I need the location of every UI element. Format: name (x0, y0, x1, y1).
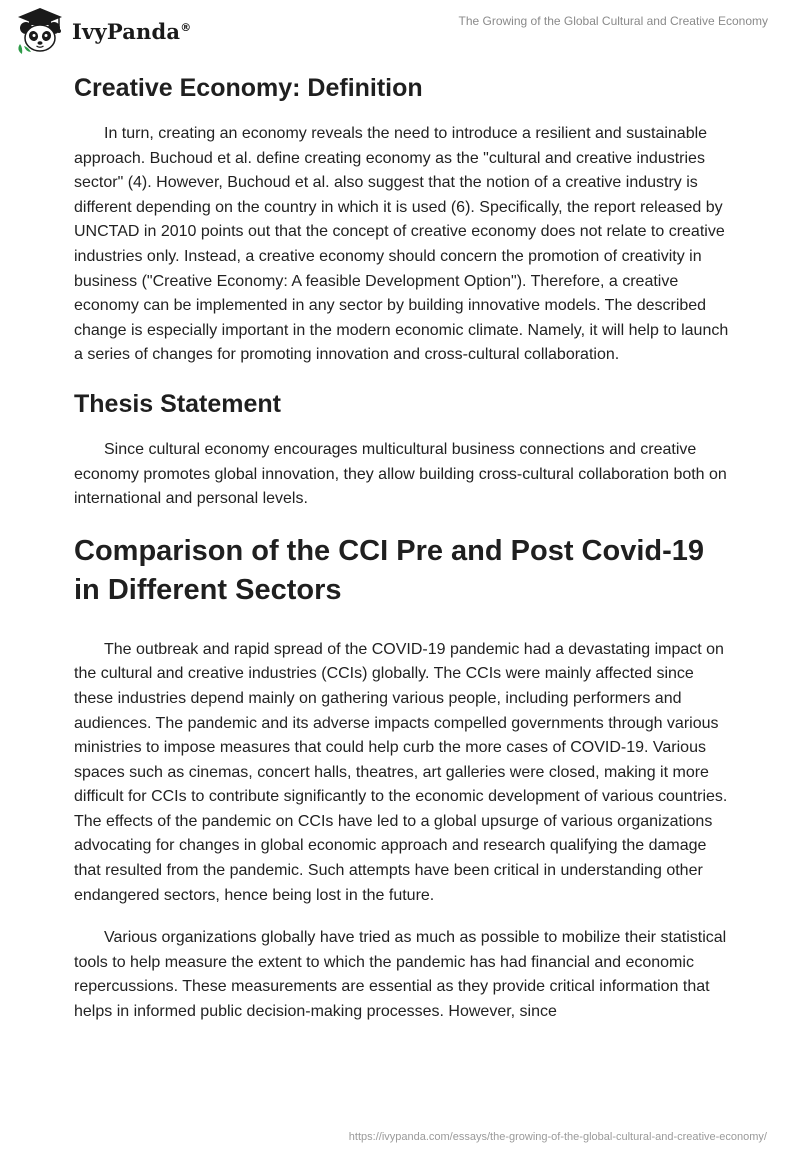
paragraph-definition: In turn, creating an economy reveals the need to introduce a resilient and sustainable approach. Buchoud et al. define creating economy as the "cultural and creative industries sector" (4). However, Buchoud et al. also suggest that the notion of a creative industry is different depending on the country in which it is used (6). Specifically, the report released by UNCTAD in 2010 points out that the concept of creative economy does not relate to creative industries only. Instead, a creative economy should concern the promotion of creativity in business ("Creative Economy: A feasible Development Option"). Therefore, a creative economy can be implemented in any sector by building innovative models. The described change is especially important in the modern economic climate. Namely, it will help to launch a series of changes for promoting innovation and cross-cultural collaboration. (74, 125, 729, 364)
heading-comparison-line2: in Different Sectors (74, 573, 342, 606)
heading-comparison (74, 532, 734, 610)
registered-mark: ® (180, 20, 192, 34)
panda-graduate-icon (14, 6, 66, 56)
essay-content (74, 70, 734, 1025)
paragraph-thesis: Since cultural economy encourages multicultural business connections and creative economy promotes global innovation, they allow building cross-cultural collaboration both on international and personal levels. (74, 440, 727, 508)
heading-definition: Creative Economy: Definition (74, 74, 423, 102)
ivypanda-logo[interactable] (14, 6, 191, 56)
heading-thesis: Thesis Statement (74, 389, 282, 418)
brand-name: IvyPanda® (72, 18, 192, 44)
paragraph-comparison-2: Various organizations globally have tried as much as possible to mobilize their statistical tools to help measure the extent to which the pandemic has had financial and economic repercussions. These measurements are essential as they provide critical information that helps in informed public decision-making processes. However, since (74, 929, 727, 1021)
heading-comparison-line1: Comparison of the CCI Pre and Post Covid-19 (74, 534, 705, 567)
paragraph-comparison-1: The outbreak and rapid spread of the COVID-19 pandemic had a devastating impact on the cultural and creative industries (CCIs) globally. The CCIs were mainly affected since these industries depend mainly on gathering various people, including performers and audiences. The pandemic and its adverse impacts compelled governments through various ministries to impose measures that could help curb the more cases of COVID-19. Various spaces such as cinemas, concert halls, theatres, art galleries were closed, making it more difficult for CCIs to contribute significantly to the economic development of various countries. The effects of the pandemic on CCIs have led to a global upsurge of various organizations advocating for changes in global economic approach and research qualifying the damage that resulted from the pandemic. Such attempts have been critical in understanding other endangered sectors, hence being lost in the future. (74, 640, 728, 904)
source-url[interactable]: https://ivypanda.com/essays/the-growing-of-the-global-cultural-and-creative-economy/ (348, 1131, 767, 1143)
page-header (0, 0, 800, 60)
document-title: The Growing of the Global Cultural and Creative Economy (458, 14, 768, 28)
